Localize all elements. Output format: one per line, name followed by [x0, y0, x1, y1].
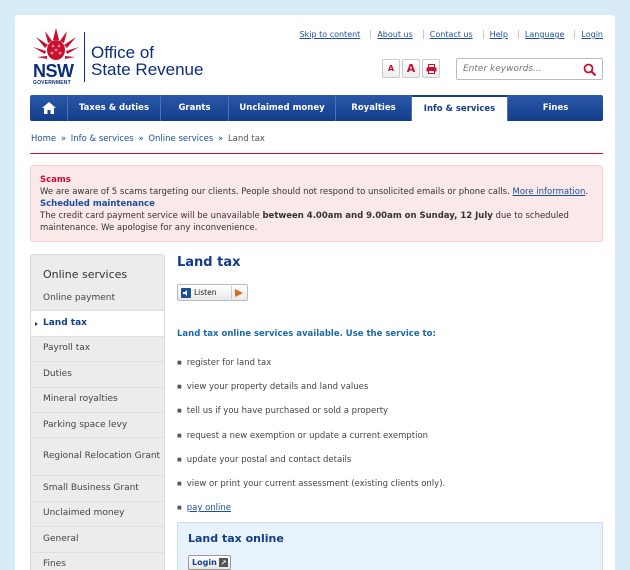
land-tax-online-box: [177, 522, 603, 570]
breadcrumb-home[interactable]: Home: [31, 134, 57, 144]
nav-home[interactable]: [30, 95, 68, 121]
sidebar-item-online-payment[interactable]: Online payment: [31, 286, 164, 311]
maintenance-alert-title: Scheduled maintenance: [40, 199, 155, 209]
sidebar-item-parking-space-levy[interactable]: Parking space levy: [31, 413, 164, 438]
sidebar-item-payroll-tax[interactable]: Payroll tax: [31, 337, 164, 362]
nav-grants[interactable]: Grants: [161, 95, 229, 121]
page: [15, 15, 615, 570]
contact-us-link[interactable]: Contact us: [423, 30, 473, 39]
waratah-icon: [31, 28, 81, 62]
speaker-icon: [181, 288, 191, 298]
sidebar-item-general[interactable]: General: [31, 527, 164, 552]
list-item: ■ view your property details and land values: [177, 375, 597, 399]
main-nav: [30, 95, 603, 121]
printer-icon: [426, 64, 437, 74]
listen-button[interactable]: [177, 284, 248, 301]
list-item: ■ view or print your current assessment (existing clients only).: [177, 472, 597, 496]
breadcrumb-info-services[interactable]: Info & services: [70, 134, 134, 144]
nav-unclaimed-money[interactable]: Unclaimed money: [229, 95, 336, 121]
search-icon[interactable]: [583, 63, 597, 77]
intro-text: Land tax online services available. Use the service to:: [177, 329, 436, 339]
breadcrumb-online-services[interactable]: Online services: [148, 134, 214, 144]
org-name-line1: Office of: [91, 43, 154, 62]
print-button[interactable]: [422, 59, 440, 78]
logo-nsw-text: NSW: [33, 61, 74, 81]
help-link[interactable]: Help: [483, 30, 508, 39]
external-link-icon: ↗: [220, 558, 227, 567]
scam-alert-title: Scams: [40, 175, 71, 185]
page-title: Land tax: [177, 255, 241, 270]
login-link[interactable]: Login: [574, 30, 603, 39]
sidebar-item-duties[interactable]: Duties: [31, 362, 164, 387]
land-tax-online-title: Land tax online: [188, 532, 284, 545]
breadcrumb: [31, 134, 265, 144]
maintenance-text-part2: due to scheduled maintenance. We apologise for any inconvenience.: [40, 211, 569, 233]
home-icon: [42, 102, 56, 114]
breadcrumb-separator: »: [138, 134, 144, 144]
increase-text-button[interactable]: A: [402, 59, 420, 78]
list-item: ■ request a new exemption or update a current exemption: [177, 424, 597, 448]
search-input[interactable]: [457, 59, 575, 79]
scam-alert-text: We are aware of 5 scams targeting our clients. People should not respond to unsolicited emails or phone calls. More information.: [40, 187, 589, 197]
sidebar-item-mineral-royalties[interactable]: Mineral royalties: [31, 388, 164, 413]
maintenance-alert-text: [40, 210, 593, 234]
play-icon: [231, 286, 245, 299]
sidebar-item-land-tax[interactable]: Land tax: [31, 311, 164, 336]
search-box: [456, 58, 603, 80]
maintenance-window: between 4.00am and 9.00am on Sunday, 12 July: [262, 211, 493, 221]
about-us-link[interactable]: About us: [370, 30, 412, 39]
nav-info-services[interactable]: Info & services: [412, 95, 508, 121]
sidebar-title: Online services: [43, 268, 128, 281]
sidebar: [30, 254, 165, 570]
logo-divider: [84, 32, 85, 82]
breadcrumb-current: Land tax: [227, 134, 265, 144]
service-list: [177, 351, 597, 520]
alert-panel: [30, 165, 603, 242]
list-item: ■ update your postal and contact details: [177, 448, 597, 472]
list-item: ■ register for land tax: [177, 351, 597, 375]
nsw-logo[interactable]: [31, 28, 231, 86]
login-button-label: Login: [192, 558, 217, 567]
more-information-link[interactable]: More information: [512, 187, 586, 197]
decrease-text-button[interactable]: A: [382, 59, 400, 78]
breadcrumb-separator: »: [218, 134, 224, 144]
text-tools: [382, 59, 442, 78]
utility-links: [284, 30, 603, 39]
list-item-pay-online: [177, 496, 597, 520]
sidebar-item-fines[interactable]: Fines: [31, 553, 164, 570]
breadcrumb-separator: »: [60, 134, 67, 144]
sidebar-item-regional-relocation-grant[interactable]: Regional Relocation Grant: [31, 438, 164, 476]
main-content: [177, 255, 603, 567]
nav-royalties[interactable]: Royalties: [336, 95, 412, 121]
skip-to-content-link[interactable]: Skip to content: [299, 30, 361, 39]
maintenance-text-part1: The credit card payment service will be unavailable: [40, 211, 260, 221]
logo-government-text: GOVERNMENT: [33, 80, 71, 86]
list-item: ■ tell us if you have purchased or sold a property: [177, 399, 597, 423]
scam-alert-body: We are aware of 5 scams targeting our clients. People should not respond to unsolicited emails or phone calls.: [40, 187, 510, 197]
org-name-line2: State Revenue: [91, 60, 204, 79]
org-name: [91, 44, 203, 78]
header-divider: [30, 153, 603, 154]
language-link[interactable]: Language: [518, 30, 564, 39]
login-button[interactable]: [188, 555, 231, 570]
listen-label: Listen: [194, 288, 217, 297]
sidebar-item-unclaimed-money[interactable]: Unclaimed money: [31, 502, 164, 527]
nav-fines[interactable]: Fines: [542, 103, 569, 113]
sidebar-list: [31, 286, 164, 570]
sidebar-item-small-business-grant[interactable]: Small Business Grant: [31, 476, 164, 501]
pay-online-link[interactable]: ■ pay online: [186, 503, 231, 514]
nav-taxes-duties[interactable]: Taxes & duties: [68, 95, 161, 121]
